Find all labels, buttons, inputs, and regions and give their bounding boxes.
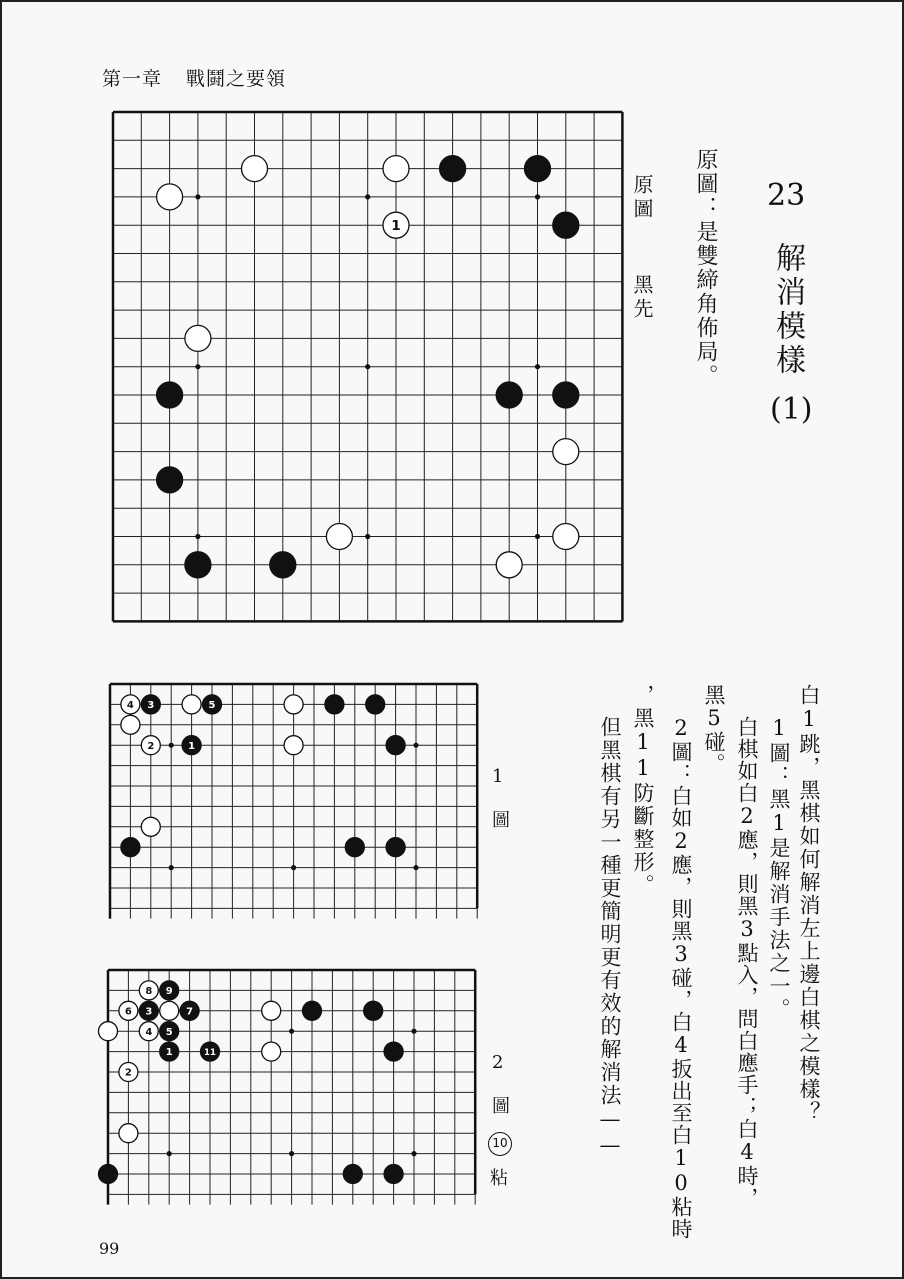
stone-move-number: 1 — [391, 218, 401, 235]
star-point — [195, 194, 200, 199]
white-stone — [160, 1001, 179, 1020]
stone-move-number: 8 — [145, 986, 153, 998]
black-stone — [364, 1001, 383, 1020]
black-stone — [440, 156, 466, 182]
black-stone — [99, 1165, 118, 1184]
black-stone — [121, 838, 140, 857]
paragraph-4: 黑5碰。 — [702, 684, 726, 775]
white-stone — [242, 156, 268, 182]
page-number: 99 — [99, 1239, 120, 1258]
stone-move-number: 6 — [124, 1006, 132, 1018]
star-point — [535, 364, 540, 369]
figure-1-number: 1 — [492, 766, 504, 787]
black-stone — [384, 1042, 403, 1061]
white-stone — [121, 695, 140, 714]
stone-move-number: 1 — [165, 1047, 173, 1059]
white-stone — [141, 817, 160, 836]
paragraph-7: 但黑棋有另一種更簡明更有效的解消法—— — [598, 716, 622, 1159]
white-stone — [284, 695, 303, 714]
stone-move-number: 4 — [145, 1026, 153, 1038]
star-point — [365, 364, 370, 369]
black-stone — [203, 695, 222, 714]
star-point — [167, 1151, 172, 1156]
go-board-figure-1 — [108, 682, 480, 914]
black-stone — [366, 695, 385, 714]
star-point — [169, 865, 174, 870]
stone-move-number: 7 — [186, 1006, 194, 1018]
white-stone — [119, 1124, 138, 1143]
figure-2-label: 圖 — [492, 1096, 510, 1117]
star-point — [289, 1151, 294, 1156]
stone-move-number: 5 — [165, 1026, 173, 1038]
problem-number: 23 — [767, 178, 806, 213]
white-stone — [326, 524, 352, 550]
white-stone — [141, 736, 160, 755]
intro-text: 原圖：是雙締角佈局。 — [693, 148, 718, 388]
go-board-original — [111, 110, 621, 624]
white-stone — [182, 695, 201, 714]
black-stone — [386, 736, 405, 755]
black-stone — [325, 695, 344, 714]
paragraph-3: 白棋如白2應，則黑3點入，問白應手；白4時， — [735, 716, 759, 1209]
running-header — [102, 64, 286, 91]
paragraph-1: 白1跳，黑棋如何解消左上邊白棋之模樣？ — [797, 684, 821, 1124]
stone-move-number: 4 — [126, 700, 134, 712]
white-stone — [262, 1001, 281, 1020]
star-point — [365, 194, 370, 199]
star-point — [169, 743, 174, 748]
chapter-number: 第一章 — [102, 68, 163, 90]
white-stone — [262, 1042, 281, 1061]
white-stone — [119, 1001, 138, 1020]
white-stone — [383, 156, 409, 182]
figure-2-note-number: 10 — [488, 1132, 512, 1156]
black-stone — [139, 1001, 158, 1020]
black-stone — [496, 382, 522, 408]
white-stone — [383, 212, 409, 238]
black-stone — [343, 1165, 362, 1184]
star-point — [413, 865, 418, 870]
star-point — [195, 534, 200, 539]
black-stone — [303, 1001, 322, 1020]
figure-1-label: 圖 — [492, 810, 510, 831]
figure-2-number: 2 — [492, 1052, 504, 1073]
star-point — [289, 1029, 294, 1034]
stone-move-number: 1 — [188, 740, 196, 752]
black-stone — [182, 736, 201, 755]
chapter-title: 戰鬪之要領 — [186, 68, 287, 90]
problem-title: 解消模樣 — [770, 242, 805, 378]
stone-move-number: 11 — [204, 1048, 216, 1059]
white-stone — [139, 981, 158, 1000]
white-stone — [99, 1022, 118, 1041]
white-stone — [119, 1063, 138, 1082]
star-point — [535, 194, 540, 199]
board-grid — [110, 684, 477, 919]
problem-part: (1) — [770, 392, 813, 427]
paragraph-6: ，黑11防斷整形。 — [631, 684, 655, 897]
go-board-figure-2 — [106, 968, 478, 1200]
star-point — [535, 534, 540, 539]
white-stone — [157, 184, 183, 210]
black-stone — [160, 1022, 179, 1041]
star-point — [195, 364, 200, 369]
black-stone — [345, 838, 364, 857]
white-stone — [496, 552, 522, 578]
black-stone — [141, 695, 160, 714]
paragraph-2: 1圖：黑1是解消手法之一。 — [767, 716, 791, 1021]
stone-move-number: 5 — [208, 700, 216, 712]
black-stone — [180, 1001, 199, 1020]
stone-move-number: 3 — [147, 700, 155, 712]
white-stone — [284, 736, 303, 755]
original-caption-label: 原圖 — [630, 174, 654, 222]
black-stone — [386, 838, 405, 857]
star-point — [291, 865, 296, 870]
white-stone — [185, 325, 211, 351]
black-stone — [160, 1042, 179, 1061]
black-stone — [384, 1165, 403, 1184]
black-stone — [157, 382, 183, 408]
white-stone — [553, 524, 579, 550]
stone-move-number: 2 — [147, 740, 155, 752]
star-point — [411, 1151, 416, 1156]
stone-move-number: 9 — [165, 986, 173, 998]
black-stone — [185, 552, 211, 578]
star-point — [413, 743, 418, 748]
stone-move-number: 2 — [124, 1067, 132, 1079]
black-stone — [160, 981, 179, 1000]
white-stone — [121, 715, 140, 734]
white-stone — [553, 439, 579, 465]
black-stone — [270, 552, 296, 578]
black-stone — [525, 156, 551, 182]
original-caption-side: 黑先 — [630, 274, 654, 322]
black-stone — [553, 382, 579, 408]
paragraph-5: 2圖：白如2應，則黑3碰，白4扳出至白10粘時 — [669, 716, 693, 1240]
stone-move-number: 3 — [145, 1006, 153, 1018]
black-stone — [553, 212, 579, 238]
white-stone — [139, 1022, 158, 1041]
star-point — [365, 534, 370, 539]
star-point — [411, 1029, 416, 1034]
figure-2-note: 粘 — [490, 1168, 508, 1189]
black-stone — [201, 1042, 220, 1061]
black-stone — [157, 467, 183, 493]
